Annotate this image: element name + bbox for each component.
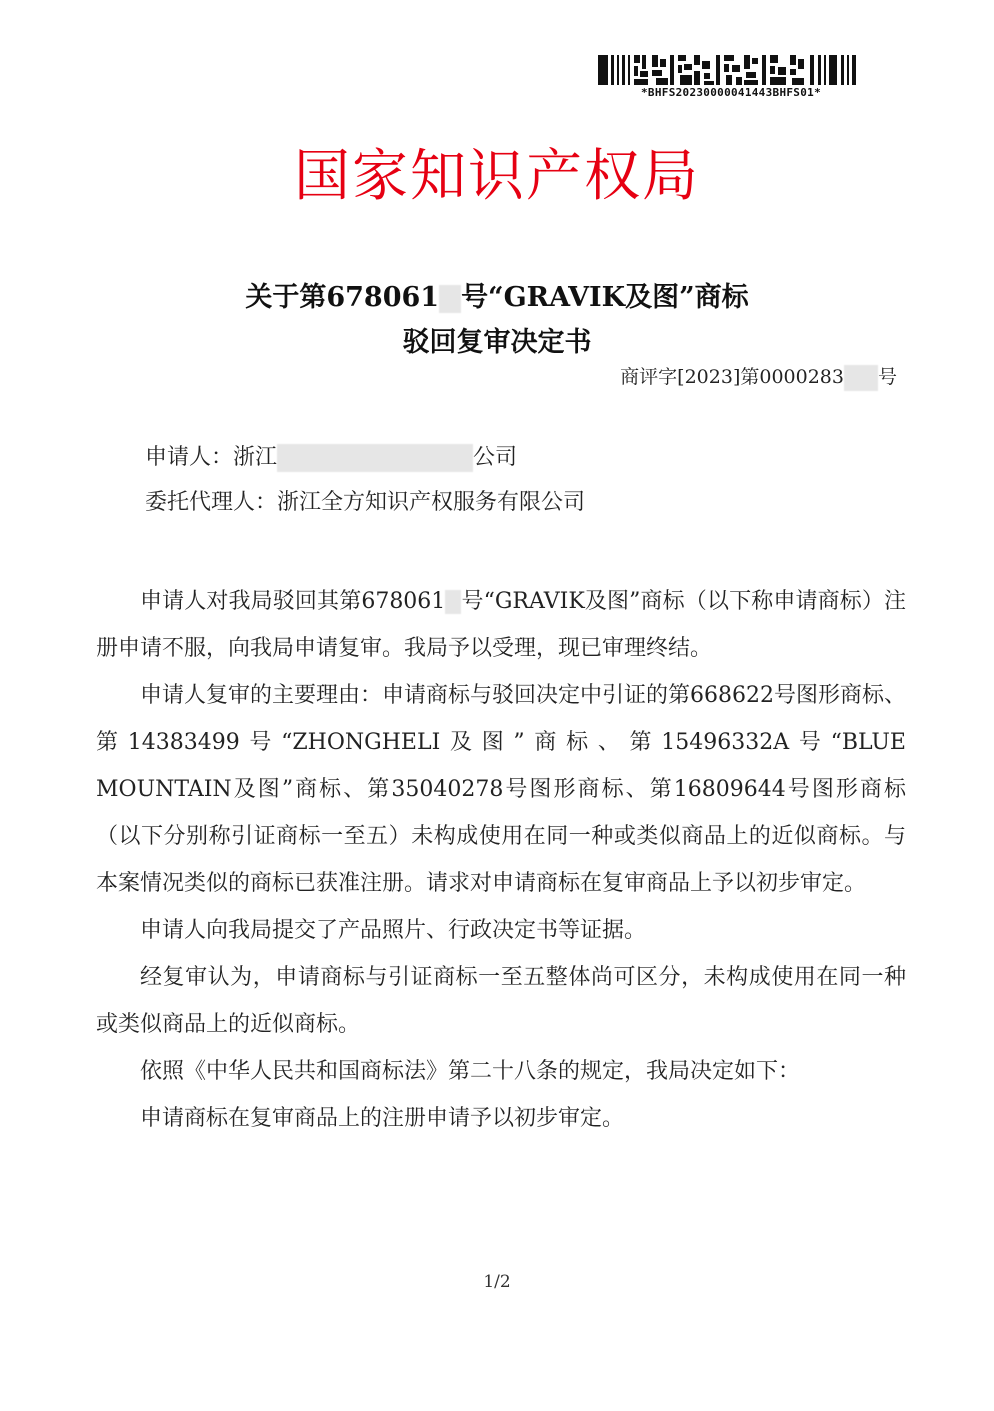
redaction-mask — [439, 285, 461, 313]
page-number: 1/2 — [483, 1272, 511, 1292]
title-suffix: 号“GRAVIK及图”商标 — [461, 282, 749, 313]
p1-prefix: 申请人对我局驳回其第678061 — [140, 589, 446, 614]
paragraph-4: 经复审认为，申请商标与引证商标一至五整体尚可区分，未构成使用在同一种或类似商品上的近似商标。 — [96, 965, 906, 1037]
document-number — [620, 362, 897, 391]
barcode — [598, 55, 858, 85]
issuing-authority: 国家知识产权局 — [294, 144, 700, 209]
applicant-line — [145, 440, 517, 472]
title-prefix: 关于第678061 — [245, 282, 440, 313]
doc-number-suffix: 号 — [877, 366, 897, 388]
paragraph-5: 依照《中华人民共和国商标法》第二十八条的规定，我局决定如下： — [140, 1059, 801, 1084]
doc-number-prefix: 商评字[2023]第0000283 — [620, 366, 844, 388]
redaction-mask — [844, 365, 878, 391]
paragraph-3: 申请人向我局提交了产品照片、行政决定书等证据。 — [140, 918, 647, 943]
redaction-mask — [445, 590, 461, 614]
paragraph-6: 申请商标在复审商品上的注册申请予以初步审定。 — [140, 1106, 625, 1131]
paragraph-2: 申请人复审的主要理由：申请商标与驳回决定中引证的第668622号图形商标、第14383499号“ZHONGHELI及图”商标、第15496332A号“BLUE MOUNTAIN及图”商标、第35040278号图形商标、第16809644号图形商标（以下分别称引证商标一至五）未构成使用在同一种或类似商品上的近似商标。与本案情况类似的商标已获准注册。请求对申请商标在复审商品上予以初步审定。 — [96, 683, 906, 896]
p1-suffix: 号“GRAVIK及图”商标（以下称申请商标）注册申请不服，向我局申请复审。我局予以受理，现已审理终结。 — [96, 589, 906, 661]
applicant-label: 申请人：浙江 — [145, 445, 278, 470]
agent-line: 委托代理人：浙江全方知识产权服务有限公司 — [145, 490, 586, 515]
document-title-line2: 驳回复审决定书 — [402, 327, 592, 358]
redaction-mask — [277, 444, 473, 472]
barcode-text: *BHFS20230000041443BHFS01* — [641, 86, 821, 99]
decision-body — [96, 578, 906, 1142]
applicant-suffix: 公司 — [473, 445, 518, 470]
document-title-line1 — [0, 275, 994, 314]
paragraph-1 — [96, 578, 906, 672]
